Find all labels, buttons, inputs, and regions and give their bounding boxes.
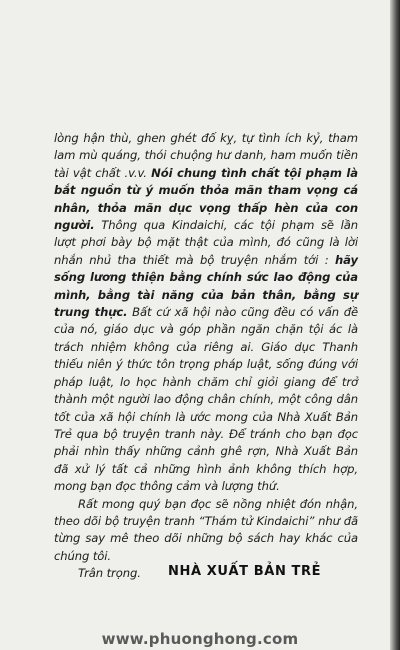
paragraph-closing: Trân trọng. xyxy=(78,566,141,581)
paragraph-1-part-a: lòng hận thù, ghen ghét đố kỵ, tự tình ích kỷ, tham lam mù quáng, thói chuộng hư danh, ham muốn tiền tài vật chất .v.v. xyxy=(54,131,358,180)
body-text xyxy=(54,130,358,583)
paragraph-1-part-c: Thông qua Kindaichi, các tội phạm sẽ lần lượt phơi bày bộ mặt thật của mình, đó cũng là lời nhắn nhủ tha thiết mà bộ truyện nhắm tới : xyxy=(54,218,358,267)
publisher-signature: NHÀ XUẤT BẢN TRẺ xyxy=(168,564,322,579)
website-watermark: www.phuonghong.com xyxy=(101,630,299,648)
paragraph-2: Rất mong quý bạn đọc sẽ nồng nhiệt đón nhận, theo dõi bộ truyện tranh “Thám tử Kindaichi” như đã từng say mê theo dõi những bộ sách hay khác của chúng tôi. xyxy=(54,496,358,563)
paragraph-1 xyxy=(54,130,358,496)
scan-edge-shadow xyxy=(390,0,400,650)
paragraph-1-bold-d: hãy sống lương thiện bằng chính sức lao động của mình, bằng tài năng của bản thân, bằng sự trung thực. xyxy=(54,252,358,320)
paragraph-1-bold-a: Nói chung tình chất tội phạm là bắt nguồn từ ý muốn thỏa mãn tham vọng cá nhân, thỏa mãn dục vọng thấp hèn của con người. xyxy=(54,165,358,233)
paragraph-1-part-e: Bất cứ xã hội nào cũng đều có vấn đề của nó, giáo dục và góp phần ngăn chặn tội ác là trách nhiệm không của riêng ai. Giáo dục Thanh thiếu niên ý thức tôn trọng pháp luật, sống đúng với pháp luật, lo học hành chăm chỉ giỏi giang để trở thành một người lao động chân chính, một công dân tốt của xã hội chính là ước mong của Nhà Xuất Bản Trẻ qua bộ truyện tranh này. Để tránh cho bạn đọc phải nhìn thấy những cảnh ghê rợn, Nhà Xuất Bản đã xử lý tất cả những hình ảnh không thích hợp, mong bạn đọc thông cảm và lượng thứ. xyxy=(54,305,358,494)
